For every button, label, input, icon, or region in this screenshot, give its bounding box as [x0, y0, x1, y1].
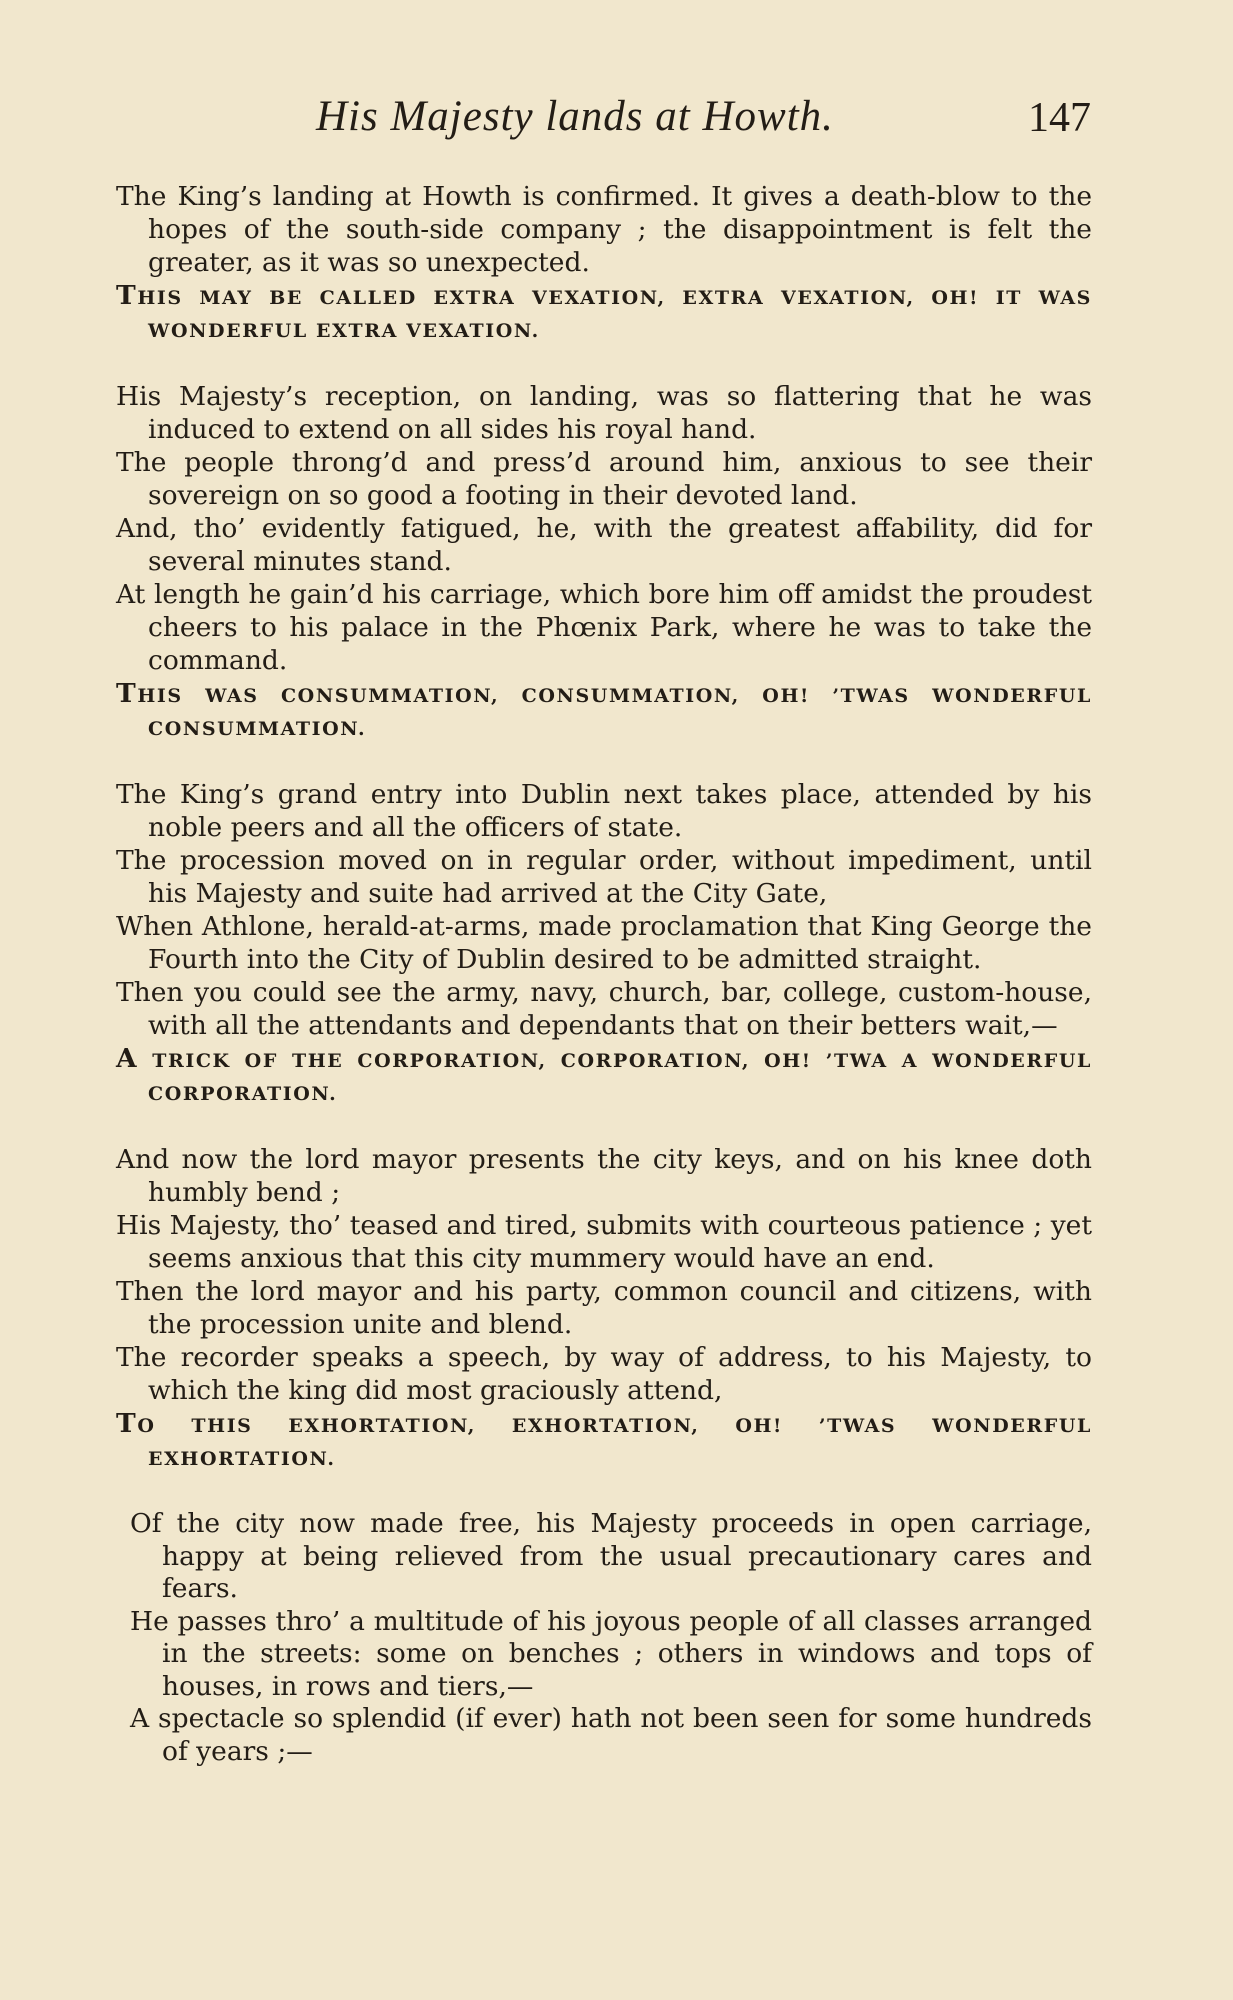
refrain-text: TRICK OF THE CORPORATION, CORPORATION, OH! ’TWA A WONDERFUL CORPORATION. [138, 1050, 1092, 1105]
refrain-initial: T [116, 280, 138, 311]
verse-line: He passes thro’ a multitude of his joyous people of all classes arranged in the streets: some on benches ; others in windows and tops of houses, in rows and tiers,— [130, 1605, 1092, 1702]
refrain-line [116, 279, 1092, 348]
verse-line: Of the city now made free, his Majesty proceeds in open carriage, happy at being relieved from the usual precautionary cares and fears. [130, 1508, 1092, 1604]
verse-line: And now the lord mayor presents the city keys, and on his knee doth humbly bend ; [116, 1144, 1092, 1208]
stanza [116, 778, 1092, 1111]
verse-line: The people throng’d and press’d around him, anxious to see their sovereign on so good a footing in their devoted land. [116, 447, 1092, 511]
verse-line: The King’s landing at Howth is confirmed. It gives a death-blow to the hopes of the south-side company ; the disappointment is felt the greater, as it was so unexpected. [116, 181, 1092, 278]
refrain-initial: T [116, 678, 138, 709]
stanza [116, 180, 1092, 348]
refrain-text: HIS MAY BE CALLED EXTRA VEXATION, EXTRA VEXATION, OH! IT WAS WONDERFUL EXTRA VEXATION. [137, 287, 1092, 342]
verse-line: And, tho’ evidently fatigued, he, with the greatest affability, did for several minutes stand. [116, 513, 1092, 577]
stanza [116, 380, 1092, 746]
verse-line: Then the lord mayor and his party, common council and citizens, with the procession unite and blend. [116, 1276, 1092, 1340]
refrain-initial: T [116, 1408, 138, 1439]
refrain-line [116, 1042, 1092, 1111]
verse-line: A spectacle so splendid (if ever) hath not been seen for some hundreds of years ;— [130, 1703, 1092, 1767]
refrain-text: O THIS EXHORTATION, EXHORTATION, OH! ’TWAS WONDERFUL EXHORTATION. [137, 1415, 1092, 1470]
stanza [130, 1508, 1092, 1768]
verse-line: The procession moved on in regular order, without impediment, until his Majesty and suite had arrived at the City Gate, [116, 845, 1092, 909]
stanza [116, 1143, 1092, 1476]
verse-line: His Majesty’s reception, on landing, was so flattering that he was induced to extend on all sides his royal hand. [116, 381, 1092, 445]
verse-line: At length he gain’d his carriage, which bore him off amidst the proudest cheers to his palace in the Phœnix Park, where he was to take the command. [116, 579, 1092, 676]
verse-line: Then you could see the army, navy, church, bar, college, custom-house, with all the attendants and dependants that on their betters wait,— [116, 977, 1092, 1041]
verse-line: The King’s grand entry into Dublin next takes place, attended by his noble peers and all the officers of state. [116, 779, 1092, 843]
poem-body [116, 180, 1092, 1800]
refrain-initial: A [116, 1043, 139, 1074]
verse-line: The recorder speaks a speech, by way of address, to his Majesty, to which the king did most graciously attend, [116, 1342, 1092, 1406]
page-number: 147 [1028, 95, 1091, 141]
refrain-line [116, 1407, 1092, 1476]
verse-line: His Majesty, tho’ teased and tired, submits with courteous patience ; yet seems anxious that this city mummery would have an end. [116, 1210, 1092, 1274]
refrain-line [116, 677, 1092, 746]
running-title: His Majesty lands at Howth. [316, 93, 834, 140]
verse-line: When Athlone, herald-at-arms, made proclamation that King George the Fourth into the City of Dublin desired to be admitted straight. [116, 911, 1092, 975]
page-header [0, 92, 1233, 142]
refrain-text: HIS WAS CONSUMMATION, CONSUMMATION, OH! ’TWAS WONDERFUL CONSUMMATION. [137, 685, 1092, 740]
